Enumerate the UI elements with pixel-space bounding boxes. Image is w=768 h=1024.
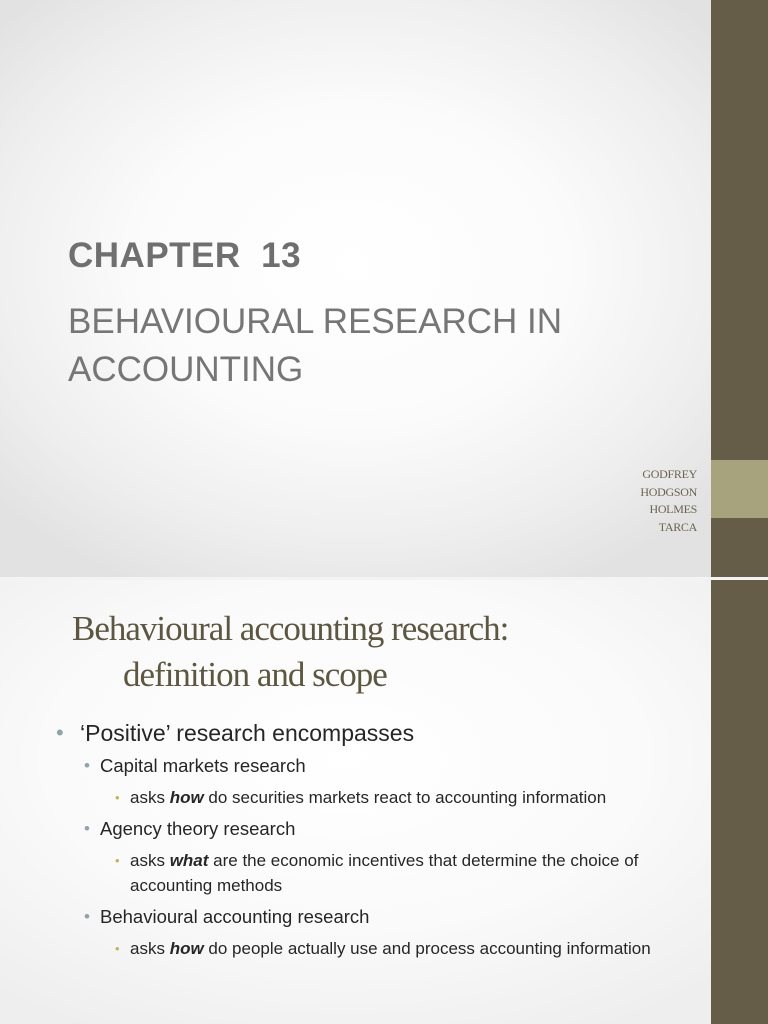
slide-heading bbox=[72, 606, 508, 698]
bullet-level3: • asks what are the economic incentives that determine the choice of accounting methods bbox=[115, 848, 696, 898]
bullet-level2: • Capital markets research bbox=[84, 753, 696, 779]
author-name: GODFREY bbox=[642, 467, 697, 481]
slide-heading-line: Behavioural accounting research: bbox=[72, 609, 509, 648]
bullet-level2: • Agency theory research bbox=[84, 816, 696, 842]
sidebar-accent-block bbox=[711, 460, 768, 518]
bullet-list bbox=[56, 717, 696, 967]
emphasis-word: how bbox=[169, 788, 204, 807]
author-name: HODGSON bbox=[640, 484, 697, 499]
sidebar-band bbox=[711, 580, 768, 1024]
chapter-number: CHAPTER 13 bbox=[68, 236, 302, 275]
chapter-title: BEHAVIOURAL RESEARCH IN ACCOUNTING bbox=[68, 302, 562, 389]
bullet-level1: • ‘Positive’ research encompasses bbox=[56, 717, 696, 749]
author-list bbox=[640, 466, 697, 536]
emphasis-word: what bbox=[169, 851, 209, 870]
content-slide bbox=[0, 580, 768, 1024]
emphasis-word: how bbox=[169, 939, 204, 958]
slide-heading-line: definition and scope bbox=[123, 655, 387, 694]
author-name: TARCA bbox=[658, 519, 697, 534]
bullet-level3: • asks how do securities markets react to accounting information bbox=[115, 785, 696, 810]
bullet-level2: • Behavioural accounting research bbox=[84, 904, 696, 930]
bullet-level3: • asks how do people actually use and process accounting information bbox=[115, 936, 696, 961]
author-name: HOLMES bbox=[649, 502, 697, 516]
